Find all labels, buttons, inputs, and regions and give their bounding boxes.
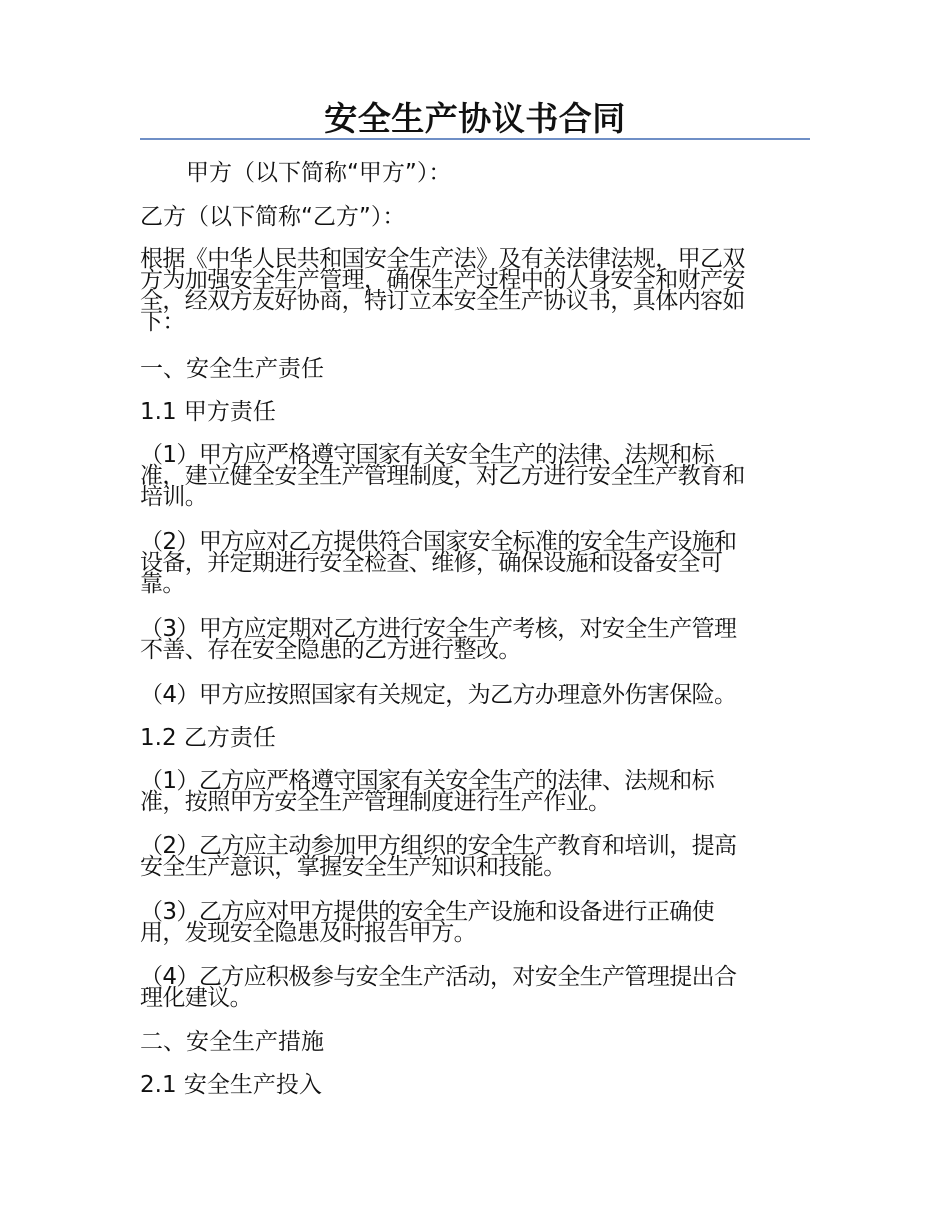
clause-a1 bbox=[140, 442, 812, 510]
clause-b3 bbox=[140, 899, 812, 946]
section-1-heading: 一、安全生产责任 bbox=[140, 356, 324, 382]
section-2-heading: 二、安全生产措施 bbox=[140, 1029, 324, 1055]
clause-line: 准，按照甲方安全生产管理制度进行生产作业。 bbox=[140, 789, 611, 815]
clause-line: （4）乙方应积极参与安全生产活动，对安全生产管理提出合 bbox=[140, 964, 737, 990]
clause-line: 靠。 bbox=[140, 571, 185, 597]
party-a-line: 甲方（以下简称“甲方”）： bbox=[186, 160, 452, 186]
party-b-line: 乙方（以下简称“乙方”）： bbox=[140, 204, 406, 230]
clause-line: （1）甲方应严格遵守国家有关安全生产的法律、法规和标 bbox=[140, 442, 715, 468]
subsection-1-2-heading: 1.2 乙方责任 bbox=[140, 725, 276, 751]
clause-line: （1）乙方应严格遵守国家有关安全生产的法律、法规和标 bbox=[140, 768, 715, 794]
subsection-2-1-heading: 2.1 安全生产投入 bbox=[140, 1072, 322, 1098]
clause-line: 准，建立健全安全生产管理制度，对乙方进行安全生产教育和 bbox=[140, 463, 745, 489]
clause-line: 安全生产意识，掌握安全生产知识和技能。 bbox=[140, 854, 566, 880]
clause-a4: （4）甲方应按照国家有关规定，为乙方办理意外伤害保险。 bbox=[140, 682, 737, 708]
preamble-line: 全，经双方友好协商，特订立本安全生产协议书，具体内容如 bbox=[140, 288, 745, 314]
clause-line: 设备，并定期进行安全检查、维修，确保设施和设备安全可 bbox=[140, 550, 723, 576]
clause-line: （2）乙方应主动参加甲方组织的安全生产教育和培训，提高 bbox=[140, 833, 737, 859]
clause-line: （3）甲方应定期对乙方进行安全生产考核，对安全生产管理 bbox=[140, 616, 737, 642]
preamble-line: 下： bbox=[140, 309, 185, 335]
title-underline bbox=[140, 138, 810, 140]
clause-b1 bbox=[140, 768, 812, 815]
clause-line: 培训。 bbox=[140, 484, 208, 510]
clause-line: （3）乙方应对甲方提供的安全生产设施和设备进行正确使 bbox=[140, 899, 715, 925]
clause-b4 bbox=[140, 964, 812, 1011]
clause-line: （2）甲方应对乙方提供符合国家安全标准的安全生产设施和 bbox=[140, 529, 737, 555]
clause-line: 理化建议。 bbox=[140, 985, 253, 1011]
clause-b2 bbox=[140, 833, 812, 880]
clause-a3 bbox=[140, 616, 812, 663]
document-title: 安全生产协议书合同 bbox=[324, 99, 626, 138]
preamble-paragraph bbox=[140, 246, 812, 335]
clause-line: 不善、存在安全隐患的乙方进行整改。 bbox=[140, 637, 521, 663]
subsection-1-1-heading: 1.1 甲方责任 bbox=[140, 399, 276, 425]
clause-line: 用，发现安全隐患及时报告甲方。 bbox=[140, 920, 477, 946]
clause-a2 bbox=[140, 529, 812, 597]
preamble-line: 方为加强安全生产管理，确保生产过程中的人身安全和财产安 bbox=[140, 267, 745, 293]
preamble-line: 根据《中华人民共和国安全生产法》及有关法律法规，甲乙双 bbox=[140, 246, 745, 272]
